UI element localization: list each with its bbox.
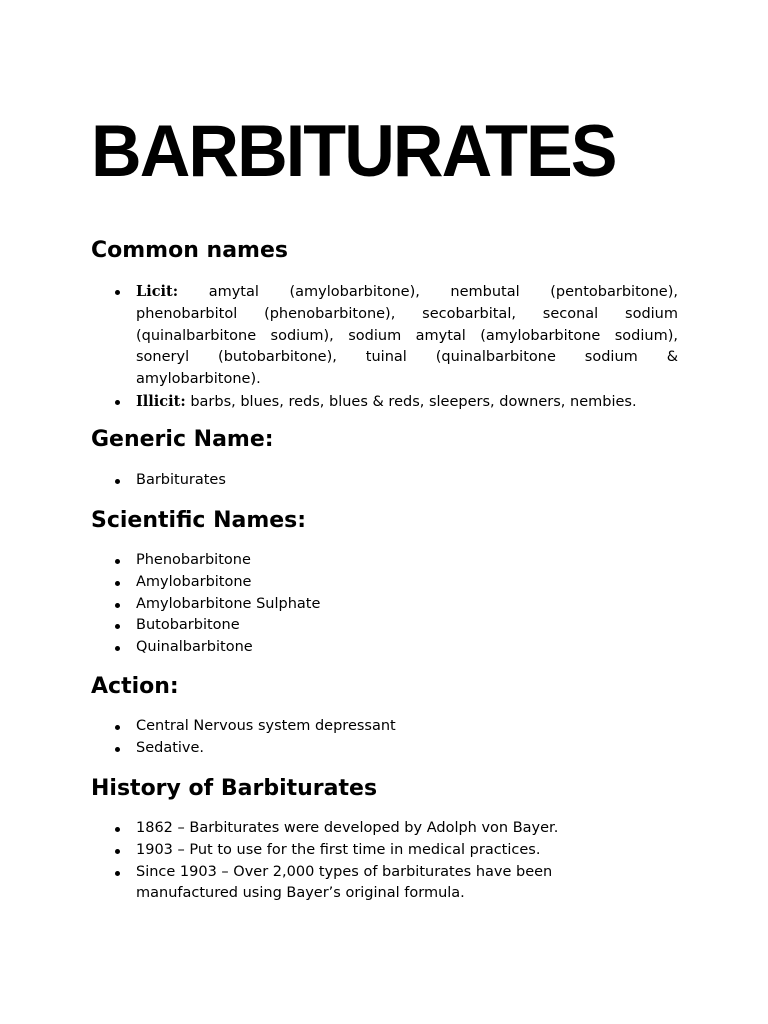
list-item: Phenobarbitone bbox=[0, 550, 320, 572]
list-item: Barbiturates bbox=[0, 470, 226, 492]
list-item: 1862 – Barbiturates were developed by Adolph von Bayer. bbox=[0, 818, 576, 840]
list-item: Sedative. bbox=[0, 738, 396, 760]
illicit-label: Illicit: bbox=[136, 392, 186, 410]
illicit-item bbox=[0, 391, 678, 414]
list-item: Amylobarbitone bbox=[0, 572, 320, 594]
heading-history: History of Barbiturates bbox=[91, 776, 378, 801]
licit-text: amytal (amylobarbitone), nembutal (pentobarbitone), phenobarbitol (phenobarbitone), secobarbital, seconal sodium (quinalbarbitone sodium), sodium amytal (amylobarbitone sodium), soneryl (butobarbitone), tuinal (quinalbarbitone sodium & amylobarbitone). bbox=[136, 284, 678, 388]
heading-action: Action: bbox=[91, 674, 179, 699]
document-title: BARBITURATES bbox=[91, 111, 616, 192]
licit-item bbox=[0, 281, 678, 391]
heading-common-names: Common names bbox=[91, 238, 288, 263]
heading-scientific-names: Scientific Names: bbox=[91, 508, 307, 533]
list-item: Central Nervous system depressant bbox=[0, 716, 396, 738]
scientific-names-list bbox=[0, 550, 320, 659]
illicit-text: barbs, blues, reds, blues & reds, sleepers, downers, nembies. bbox=[190, 393, 637, 410]
list-item: Butobarbitone bbox=[0, 615, 320, 637]
common-names-list bbox=[0, 281, 678, 414]
heading-generic-name: Generic Name: bbox=[91, 427, 274, 452]
history-list bbox=[0, 818, 576, 905]
list-item: Since 1903 – Over 2,000 types of barbiturates have been manufactured using Bayer’s original formula. bbox=[0, 862, 576, 906]
list-item: 1903 – Put to use for the first time in medical practices. bbox=[0, 840, 576, 862]
list-item: Quinalbarbitone bbox=[0, 637, 320, 659]
licit-label: Licit: bbox=[136, 283, 179, 300]
list-item: Amylobarbitone Sulphate bbox=[0, 594, 320, 616]
generic-name-list bbox=[0, 470, 226, 492]
action-list bbox=[0, 716, 396, 760]
